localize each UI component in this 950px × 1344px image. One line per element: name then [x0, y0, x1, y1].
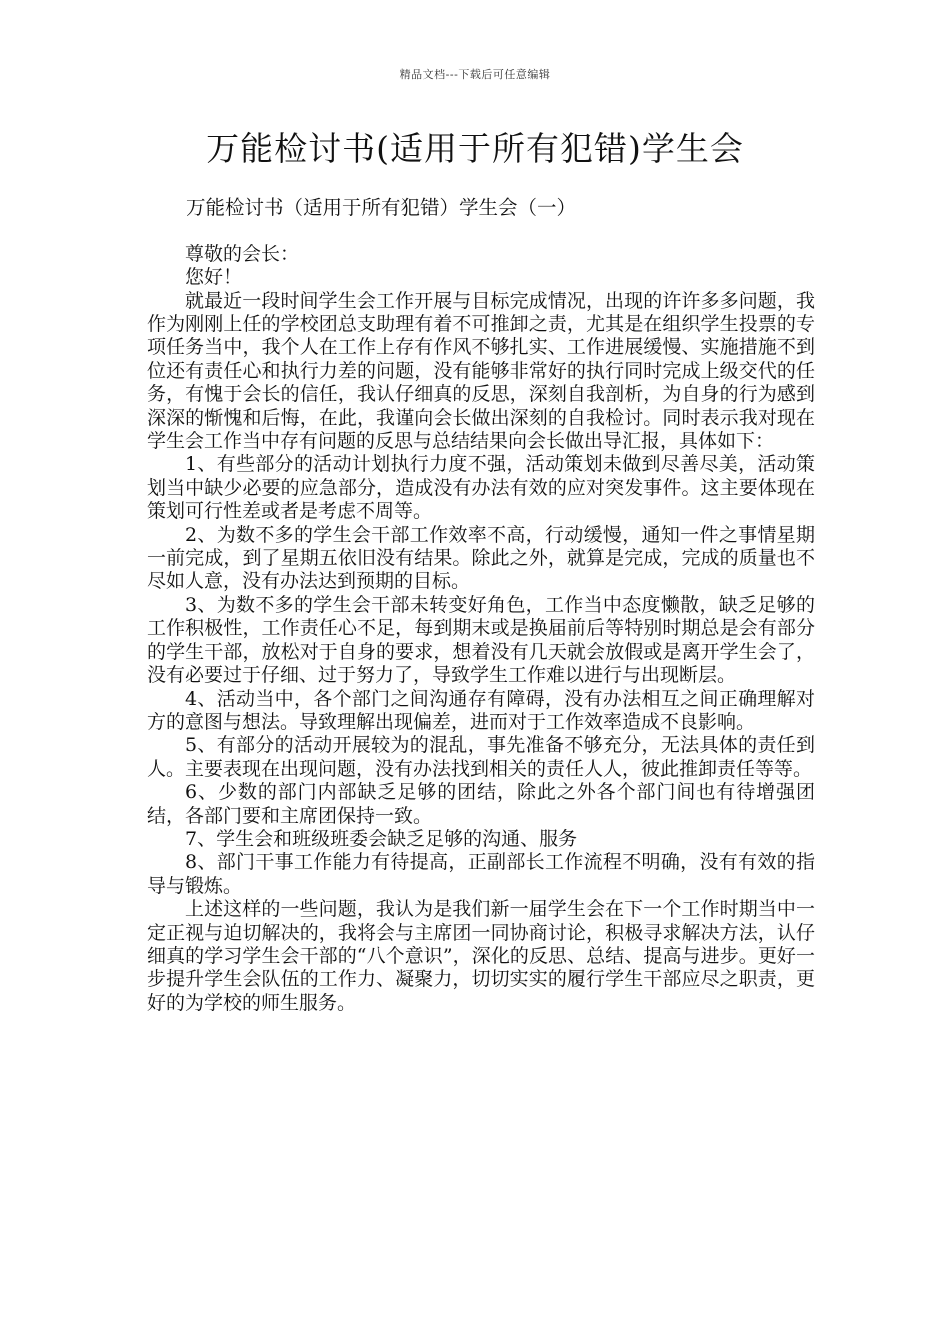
document-title: 万能检讨书(适用于所有犯错)学生会: [206, 129, 744, 168]
paragraph-item-2: 2、为数不多的学生会干部工作效率不高，行动缓慢，通知一件之事情星期一前完成，到了星期五依旧没有结果。除此之外，就算是完成，完成的质量也不尽如人意，没有办法达到预期的目标。: [147, 523, 815, 593]
paragraph-item-7: 7、学生会和班级班委会缺乏足够的沟通、服务: [185, 827, 578, 850]
salutation: 尊敬的会长：: [185, 242, 300, 265]
paragraph-item-6: 6、少数的部门内部缺乏足够的团结，除此之外各个部门间也有待增强团结，各部门要和主席团保持一致。: [147, 781, 815, 827]
paragraph-item-5: 5、有部分的活动开展较为的混乱，事先准备不够充分，无法具体的责任到人。主要表现在出现问题，没有办法找到相关的责任人人，彼此推卸责任等等。: [147, 734, 815, 780]
paragraph-intro: 就最近一段时间学生会工作开展与目标完成情况，出现的许许多多问题，我作为刚刚上任的学校团总支助理有着不可推卸之责，尤其是在组织学生投票的专项任务当中，我个人在工作上存有作风不够扎实、工作进展缓慢、实施措施不到位还有责任心和执行力差的问题，没有能够非常好的执行同时完成上级交代的任务，有愧于会长的信任，我认仔细真的反思，深刻自我剖析，为自身的行为感到深深的惭愧和后悔，在此，我谨向会长做出深刻的自我检讨。同时表示我对现在学生会工作当中存有问题的反思与总结结果向会长做出导汇报，具体如下：: [147, 289, 815, 453]
header-note: 精品文档---下载后可任意编辑: [399, 68, 551, 81]
document-body: [147, 196, 815, 1015]
paragraph-item-3: 3、为数不多的学生会干部未转变好角色，工作当中态度懒散，缺乏足够的工作积极性，工作责任心不足，每到期末或是换届前后等特别时期总是会有部分的学生干部，放松对于自身的要求，想着没有几天就会放假或是离开学生会了，没有必要过于仔细、过于努力了，导致学生工作难以进行与出现断层。: [147, 593, 815, 687]
paragraph-conclusion: 上述这样的一些问题，我认为是我们新一届学生会在下一个工作时期当中一定正视与迫切解决的，我将会与主席团一同协商讨论，积极寻求解决方法，认仔细真的学习学生会干部的“八个意识”，深化的反思、总结、提高与进步。更好一步提升学生会队伍的工作力、凝聚力，切切实实的履行学生干部应尽之职责，更好的为学校的师生服务。: [147, 898, 815, 1014]
paragraph-item-4: 4、活动当中，各个部门之间沟通存有障碍，没有办法相互之间正确理解对方的意图与想法。导致理解出现偏差，进而对于工作效率造成不良影响。: [147, 687, 815, 733]
paragraph-item-1: 1、有些部分的活动计划执行力度不强，活动策划未做到尽善尽美，活动策划当中缺少必要的应急部分，造成没有办法有效的应对突发事件。这主要体现在策划可行性差或者是考虑不周等。: [147, 453, 815, 523]
greeting: 您好！: [185, 266, 243, 289]
paragraph-item-8: 8、部门干事工作能力有待提高，正副部长工作流程不明确，没有有效的指导与锻炼。: [147, 851, 815, 897]
document-subtitle: 万能检讨书（适用于所有犯错）学生会（一）: [186, 196, 577, 219]
